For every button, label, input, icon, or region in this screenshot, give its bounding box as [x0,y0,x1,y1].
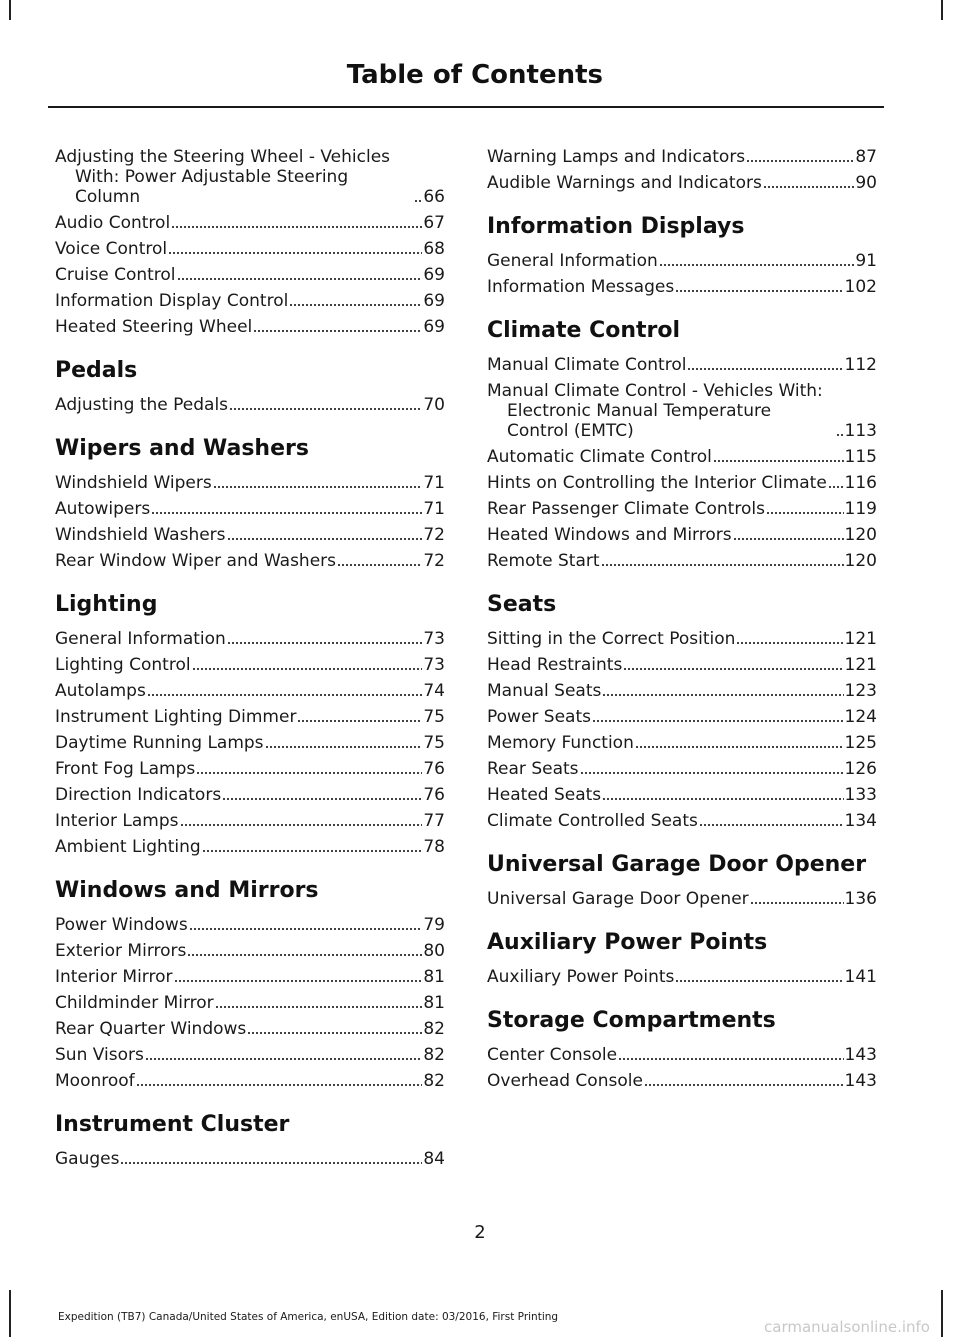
toc-entry-title: Warning Lamps and Indicators [487,147,746,167]
toc-entry-page: 69 [423,265,445,285]
toc-entry-title: Windshield Washers [55,525,226,545]
toc-entry-title: Audio Control [55,213,171,233]
toc-entry-page: 80 [423,941,445,961]
page-number: 2 [474,1222,486,1243]
toc-entry[interactable] [487,707,877,727]
dot-leader [213,485,423,489]
toc-entry[interactable] [487,811,877,831]
toc-entry-page: 112 [844,355,877,375]
dot-leader [145,1057,423,1061]
toc-entry-page: 67 [423,213,445,233]
toc-entry-page: 66 [423,187,445,207]
toc-entry[interactable] [487,733,877,753]
dot-leader [168,251,422,255]
dot-leader [174,979,423,983]
toc-entry-page: 81 [423,967,445,987]
toc-entry[interactable] [487,473,877,493]
toc-entry[interactable] [55,681,445,701]
toc-entry-page: 133 [844,785,877,805]
toc-entry[interactable] [55,655,445,675]
toc-entry-page: 143 [844,1071,877,1091]
toc-entry-title: Manual Climate Control [487,355,687,375]
toc-entry-page: 121 [844,655,877,675]
toc-entry[interactable] [55,147,445,207]
toc-section [55,437,445,571]
dot-leader [289,303,422,307]
toc-entry-page: 71 [423,499,445,519]
toc-entry[interactable] [55,993,445,1013]
crop-mark-bottom-left [9,1290,11,1337]
toc-entry-title: General Information [487,251,658,271]
dot-leader [644,1083,844,1087]
dot-leader [699,823,844,827]
toc-entry[interactable] [55,837,445,857]
dot-leader [713,459,844,463]
toc-entry-page: 82 [423,1045,445,1065]
dot-leader [828,485,844,489]
toc-entry-page: 69 [423,317,445,337]
dot-leader [229,407,422,411]
toc-entry-title: Memory Function [487,733,634,753]
crop-mark-top-left [9,0,11,20]
dot-leader [189,927,423,931]
toc-entry-title: Heated Windows and Mirrors [487,525,732,545]
toc-section [55,879,445,1091]
dot-leader [675,979,843,983]
dot-leader [836,433,844,437]
toc-entry-page: 126 [844,759,877,779]
toc-entry-page: 124 [844,707,877,727]
toc-entry-page: 120 [844,551,877,571]
toc-entry-title: Interior Lamps [55,811,179,831]
toc-entry[interactable] [487,381,877,441]
section-heading: Pedals [55,358,138,383]
toc-entry-title: Audible Warnings and Indicators [487,173,762,193]
dot-leader [618,1057,843,1061]
toc-entry-page: 81 [423,993,445,1013]
toc-entry[interactable] [487,447,877,467]
toc-entry[interactable] [55,213,445,233]
toc-section [487,931,877,987]
toc-entry-page: 102 [844,277,877,297]
toc-entry-page: 143 [844,1045,877,1065]
toc-right-column [487,147,877,1097]
dot-leader [750,901,844,905]
dot-leader [580,771,844,775]
dot-leader [180,823,423,827]
toc-entry[interactable] [55,265,445,285]
dot-leader [736,641,843,645]
toc-entry[interactable] [55,1149,445,1169]
toc-entry[interactable] [487,499,877,519]
toc-entry-title: Sitting in the Correct Position [487,629,736,649]
toc-entry[interactable] [55,473,445,493]
toc-entry[interactable] [487,1045,877,1065]
toc-entry-title: Windshield Wipers [55,473,212,493]
crop-mark-top-right [941,0,943,20]
toc-entry[interactable] [55,239,445,259]
toc-entry-page: 75 [423,733,445,753]
toc-entry[interactable] [487,759,877,779]
toc-entry-page: 73 [423,655,445,675]
toc-entry-page: 91 [855,251,877,271]
toc-section [487,147,877,193]
toc-entry-title: Center Console [487,1045,618,1065]
toc-entry[interactable] [487,655,877,675]
toc-entry-title: Automatic Climate Control [487,447,712,467]
toc-entry[interactable] [487,551,877,571]
toc-entry[interactable] [55,395,445,415]
toc-entry-title: Head Restraints [487,655,623,675]
toc-section [55,147,445,337]
dot-leader [659,263,855,267]
toc-entry[interactable] [55,811,445,831]
toc-entry-title: Exterior Mirrors [55,941,187,961]
toc-entry-title: Rear Quarter Windows [55,1019,247,1039]
toc-section [487,593,877,831]
dot-leader [192,667,423,671]
toc-entry[interactable] [487,967,877,987]
toc-entry-page: 70 [423,395,445,415]
dot-leader [215,1005,423,1009]
toc-entry[interactable] [55,785,445,805]
toc-entry[interactable] [55,291,445,311]
toc-entry[interactable] [487,173,877,193]
toc-entry-title: Instrument Lighting Dimmer [55,707,297,727]
dot-leader [297,719,422,723]
toc-section [487,215,877,297]
crop-mark-bottom-right [941,1290,943,1337]
toc-entry-page: 82 [423,1019,445,1039]
dot-leader [227,537,423,541]
section-heading: Seats [487,592,557,617]
toc-section [55,359,445,415]
toc-entry[interactable] [55,915,445,935]
toc-entry-page: 119 [844,499,877,519]
dot-leader [136,1083,423,1087]
toc-entry-title: Rear Seats [487,759,579,779]
toc-entry[interactable] [487,889,877,909]
toc-entry-title: Hints on Controlling the Interior Climate [487,473,827,493]
toc-section [487,319,877,571]
toc-entry-title: Gauges [55,1149,120,1169]
toc-entry[interactable] [55,941,445,961]
toc-entry-page: 113 [844,421,877,441]
toc-entry-title: General Information [55,629,226,649]
toc-entry[interactable] [55,525,445,545]
dot-leader [635,745,844,749]
toc-entry[interactable] [55,551,445,571]
toc-entry[interactable] [55,759,445,779]
toc-entry-title: Direction Indicators [55,785,222,805]
dot-leader [602,797,843,801]
dot-leader [202,849,423,853]
toc-entry-title: Rear Window Wiper and Washers [55,551,337,571]
toc-entry[interactable] [487,277,877,297]
dot-leader [592,719,844,723]
dot-leader [763,185,855,189]
toc-section [487,1009,877,1091]
toc-entry[interactable] [55,317,445,337]
toc-entry-page: 78 [423,837,445,857]
toc-entry-page: 84 [423,1149,445,1169]
toc-entry-page: 121 [844,629,877,649]
toc-entry-page: 74 [423,681,445,701]
toc-entry-title: Universal Garage Door Opener [487,889,749,909]
toc-entry-page: 76 [423,759,445,779]
toc-entry[interactable] [55,1019,445,1039]
section-heading: Windows and Mirrors [55,878,319,903]
footer-edition-text: Expedition (TB7) Canada/United States of America, enUSA, Edition date: 03/2016, First Printing [58,1311,559,1323]
toc-entry-page: 73 [423,629,445,649]
toc-entry-page: 82 [423,1071,445,1091]
toc-entry-title: Auxiliary Power Points [487,967,675,987]
toc-entry-page: 75 [423,707,445,727]
toc-entry-page: 115 [844,447,877,467]
dot-leader [253,329,422,333]
toc-entry-title: Cruise Control [55,265,176,285]
dot-leader [766,511,844,515]
toc-entry[interactable] [55,629,445,649]
page-title: Table of Contents [346,60,603,90]
toc-entry[interactable] [487,629,877,649]
toc-section [55,1113,445,1169]
section-heading: Storage Compartments [487,1008,776,1033]
toc-entry-title: Sun Visors [55,1045,144,1065]
section-heading: Auxiliary Power Points [487,930,768,955]
dot-leader [147,693,423,697]
toc-entry-page: 72 [423,525,445,545]
toc-entry-page: 77 [423,811,445,831]
dot-leader [120,1161,422,1165]
toc-entry-title: Climate Controlled Seats [487,811,698,831]
toc-entry-title: Daytime Running Lamps [55,733,264,753]
toc-entry[interactable] [487,147,877,167]
toc-entry-title: Rear Passenger Climate Controls [487,499,765,519]
toc-entry-page: 116 [844,473,877,493]
section-heading: Instrument Cluster [55,1112,290,1137]
toc-entry-title: Ambient Lighting [55,837,201,857]
toc-section [55,593,445,857]
dot-leader [222,797,422,801]
toc-entry-page: 90 [855,173,877,193]
toc-entry[interactable] [487,525,877,545]
toc-entry-page: 76 [423,785,445,805]
dot-leader [675,289,843,293]
dot-leader [746,159,854,163]
dot-leader [687,367,843,371]
toc-entry[interactable] [55,733,445,753]
toc-entry-page: 69 [423,291,445,311]
section-heading: Climate Control [487,318,681,343]
toc-entry[interactable] [55,707,445,727]
dot-leader [265,745,423,749]
toc-entry-page: 136 [844,889,877,909]
toc-entry-page: 123 [844,681,877,701]
toc-entry-page: 79 [423,915,445,935]
dot-leader [602,693,843,697]
toc-entry-page: 120 [844,525,877,545]
toc-entry-title: Childminder Mirror [55,993,214,1013]
toc-entry-title: Information Messages [487,277,675,297]
toc-entry-page: 68 [423,239,445,259]
toc-entry-title: Autowipers [55,499,151,519]
toc-entry-title: Lighting Control [55,655,191,675]
dot-leader [601,563,844,567]
dot-leader [177,277,423,281]
toc-entry[interactable] [487,355,877,375]
dot-leader [414,199,422,203]
toc-entry-page: 125 [844,733,877,753]
dot-leader [623,667,843,671]
toc-entry-page: 141 [844,967,877,987]
toc-entry-title: Voice Control [55,239,168,259]
section-heading: Wipers and Washers [55,436,309,461]
toc-entry-title: Autolamps [55,681,146,701]
toc-entry-title: Front Fog Lamps [55,759,196,779]
toc-entry-title: Adjusting the Pedals [55,395,229,415]
toc-entry-title: Remote Start [487,551,600,571]
dot-leader [733,537,844,541]
dot-leader [171,225,422,229]
dot-leader [247,1031,422,1035]
toc-left-column [55,147,445,1175]
toc-entry-page: 87 [855,147,877,167]
header-divider [48,106,884,108]
toc-entry-page: 134 [844,811,877,831]
toc-section [487,853,877,909]
toc-entry[interactable] [55,1071,445,1091]
dot-leader [187,953,422,957]
toc-entry[interactable] [487,251,877,271]
toc-entry[interactable] [55,967,445,987]
toc-entry-title: Manual Climate Control - Vehicles With: Electronic Manual Temperature Control (EMTC) [487,381,823,441]
watermark: carmanualsonline.info [764,1318,930,1336]
toc-entry-title: Information Display Control [55,291,289,311]
toc-entry-title: Power Windows [55,915,188,935]
toc-entry[interactable] [55,1045,445,1065]
toc-entry-page: 71 [423,473,445,493]
toc-entry-title: Interior Mirror [55,967,173,987]
dot-leader [196,771,422,775]
toc-entry-title: Moonroof [55,1071,135,1091]
toc-entry[interactable] [55,499,445,519]
section-heading: Universal Garage Door Opener [487,852,867,877]
toc-entry-title: Heated Seats [487,785,602,805]
section-heading: Lighting [55,592,158,617]
toc-entry-page: 72 [423,551,445,571]
toc-entry[interactable] [487,1071,877,1091]
toc-entry-title: Heated Steering Wheel [55,317,253,337]
dot-leader [227,641,423,645]
toc-entry-title: Adjusting the Steering Wheel - Vehicles With: Power Adjustable Steering Column [55,147,391,207]
toc-entry-title: Manual Seats [487,681,602,701]
toc-entry-title: Power Seats [487,707,591,727]
toc-entry[interactable] [487,785,877,805]
section-heading: Information Displays [487,214,745,239]
dot-leader [337,563,422,567]
dot-leader [151,511,422,515]
toc-entry[interactable] [487,681,877,701]
toc-entry-title: Overhead Console [487,1071,643,1091]
